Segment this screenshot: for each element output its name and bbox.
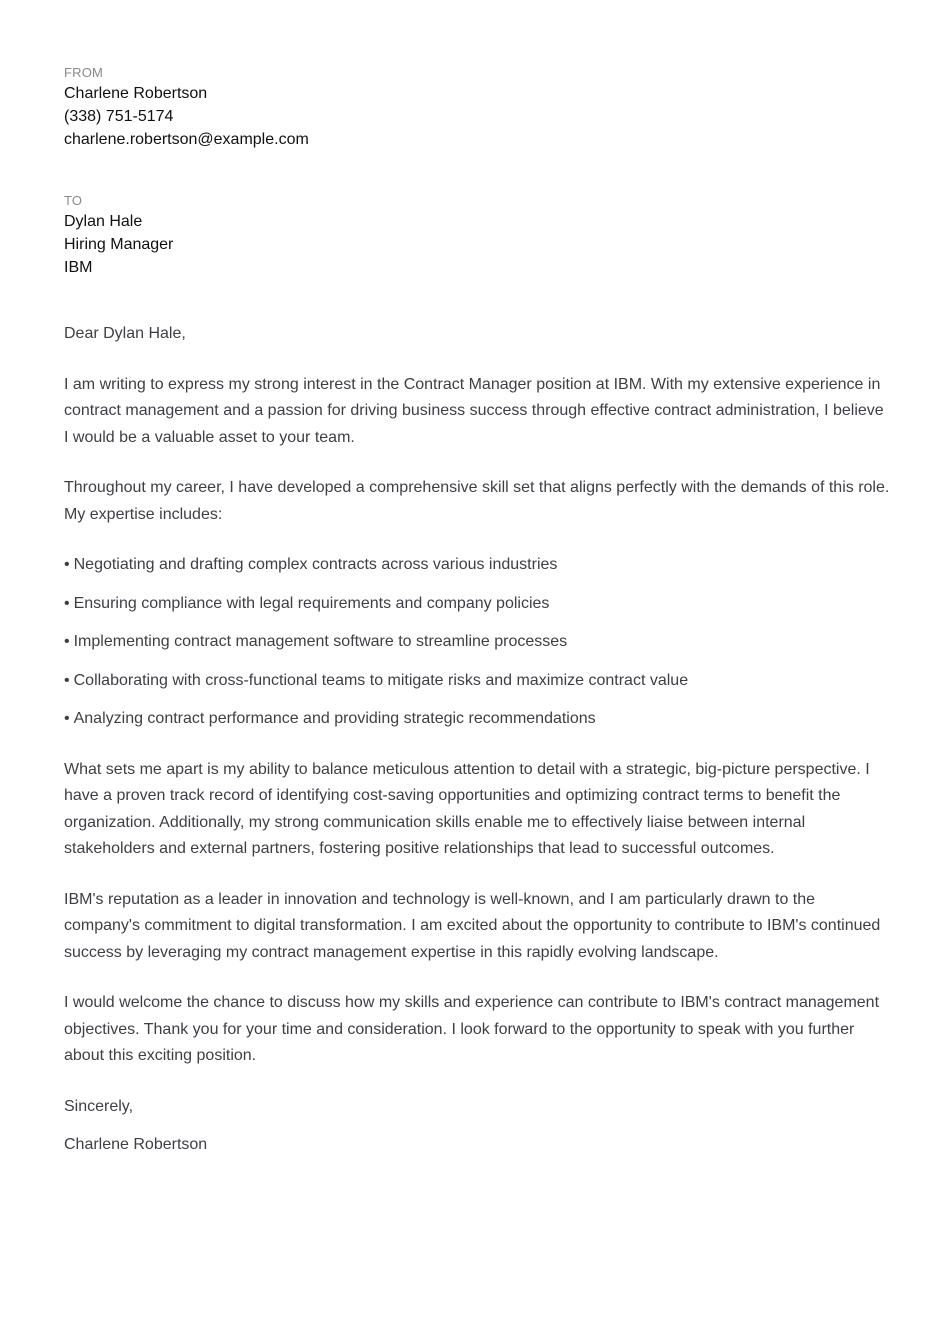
- recipient-block: [64, 192, 890, 279]
- company-interest-paragraph: IBM's reputation as a leader in innovation and technology is well-known, and I am particularly drawn to the company's commitment to digital transformation. I am excited about the opportunity to contribute to IBM's continued success by leveraging my contract management expertise in this rapidly evolving landscape.: [64, 890, 881, 961]
- skills-intro-paragraph: Throughout my career, I have developed a comprehensive skill set that aligns perfectly with the demands of this role. My expertise includes:: [64, 479, 890, 523]
- intro-paragraph: I am writing to express my strong interest in the Contract Manager position at IBM. With my extensive experience in contract management and a passion for driving business success through effective contract administration, I believe I would be a valuable asset to your team.: [64, 375, 884, 446]
- signature: Charlene Robertson: [64, 1136, 208, 1153]
- cover-letter-page: [64, 64, 890, 1159]
- salutation: Dear Dylan Hale,: [64, 325, 186, 342]
- closing-paragraph: I would welcome the chance to discuss how my skills and experience can contribute to IBM's contract management objectives. Thank you for your time and consideration. I look forward to the opportunity to speak with you further about this exciting position.: [64, 994, 880, 1064]
- skill-list-item: [64, 668, 890, 695]
- bullet-icon: •: [64, 633, 70, 650]
- skill-text: Collaborating with cross-functional teams to mitigate risks and maximize contract value: [73, 671, 689, 689]
- bullet-icon: •: [64, 594, 70, 612]
- recipient-company: IBM: [64, 259, 93, 276]
- bullet-icon: •: [64, 556, 70, 573]
- skill-text: Ensuring compliance with legal requirements and company policies: [73, 594, 550, 612]
- skills-list: [64, 552, 890, 733]
- sender-name: Charlene Robertson: [64, 85, 208, 102]
- bullet-icon: •: [64, 710, 70, 727]
- sender-phone: (338) 751-5174: [64, 108, 174, 125]
- sender-block: [64, 64, 890, 151]
- bullet-icon: •: [64, 671, 70, 689]
- skill-list-item: [64, 552, 890, 579]
- skill-text: Negotiating and drafting complex contracts across various industries: [73, 556, 558, 573]
- recipient-name: Dylan Hale: [64, 213, 143, 230]
- letter-body: [64, 321, 890, 1159]
- sender-label: FROM: [64, 65, 104, 80]
- differentiator-paragraph: What sets me apart is my ability to balance meticulous attention to detail with a strategic, big-picture perspective. I have a proven track record of identifying cost-saving opportunities and optimizing contract terms to benefit the organization. Additionally, my strong communication skills enable me to effectively liaise between internal stakeholders and external partners, fostering positive relationships that lead to successful outcomes.: [64, 760, 870, 857]
- recipient-title: Hiring Manager: [64, 236, 174, 253]
- sender-email: charlene.robertson@example.com: [64, 131, 309, 148]
- skill-text: Implementing contract management software to streamline processes: [73, 633, 568, 650]
- recipient-label: TO: [64, 193, 83, 208]
- skill-list-item: [64, 629, 890, 656]
- sign-off: Sincerely,: [64, 1097, 134, 1115]
- skill-list-item: [64, 591, 890, 618]
- skill-text: Analyzing contract performance and providing strategic recommendations: [73, 710, 596, 727]
- skill-list-item: [64, 706, 890, 733]
